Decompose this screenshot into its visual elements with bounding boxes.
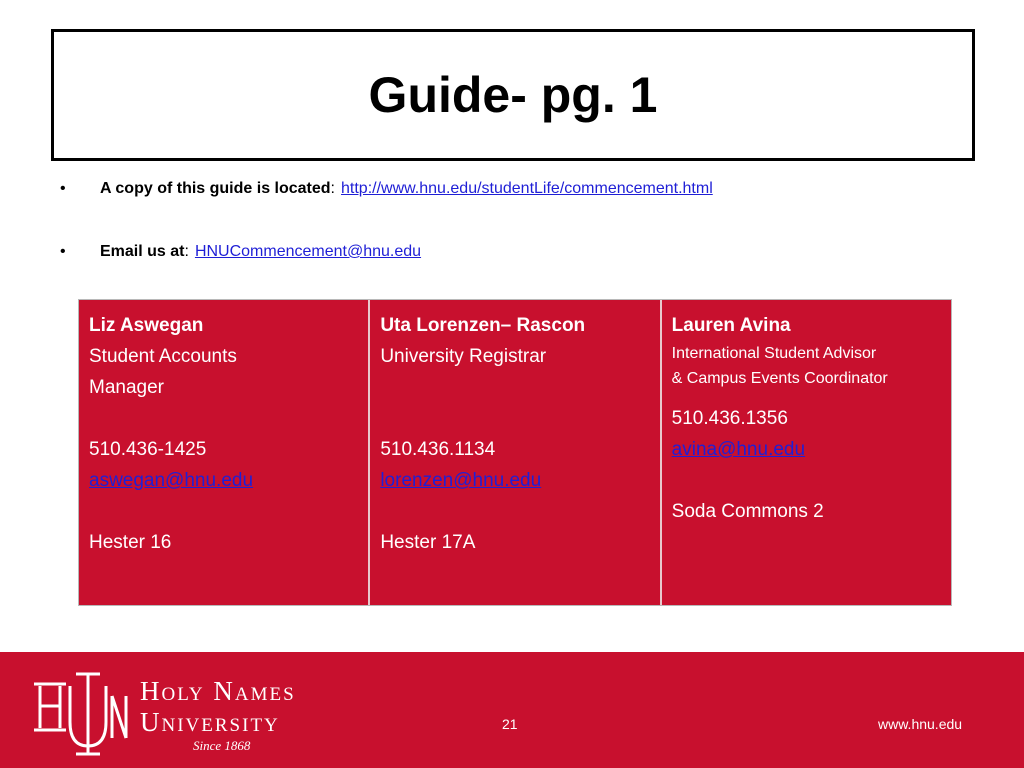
- spacer: [672, 391, 941, 403]
- spacer: [380, 496, 649, 527]
- contact-card: [368, 300, 659, 605]
- contact-name: Lauren Avina: [671, 315, 791, 336]
- spacer: [89, 496, 358, 527]
- university-name: [140, 676, 296, 738]
- university-name-line2: University: [140, 707, 280, 737]
- contact-card: [79, 300, 368, 605]
- page-title: Guide- pg. 1: [368, 67, 658, 123]
- contact-location: Hester 17A: [380, 532, 476, 553]
- bullet-email: [60, 243, 421, 261]
- bullet-separator: :: [184, 243, 189, 260]
- page-number: 21: [502, 716, 518, 732]
- footer-bar: [0, 652, 1024, 768]
- email-link[interactable]: HNUCommencement@hnu.edu: [194, 243, 422, 260]
- spacer: [89, 403, 358, 434]
- spacer: [380, 372, 649, 434]
- title-box: [51, 29, 975, 161]
- contacts-table: [78, 299, 952, 606]
- since-text: Since 1868: [193, 738, 251, 753]
- contact-title: University Registrar: [380, 346, 547, 367]
- bullet-icon: •: [60, 243, 66, 260]
- contact-phone: 510.436.1134: [380, 439, 496, 460]
- contact-name: Liz Aswegan: [89, 315, 204, 336]
- contact-name: Uta Lorenzen– Rascon: [380, 315, 586, 336]
- bullet-separator: :: [330, 180, 335, 197]
- contact-card: [660, 300, 951, 605]
- contact-title-cont: Manager: [89, 377, 164, 398]
- contact-location: Soda Commons 2: [671, 501, 824, 522]
- website-link[interactable]: www.hnu.edu: [878, 716, 963, 732]
- contact-email-link[interactable]: avina@hnu.edu: [671, 439, 806, 460]
- contact-title: Student Accounts: [89, 346, 237, 367]
- university-name-line1: Holy Names: [140, 676, 296, 706]
- guide-link[interactable]: http://www.hnu.edu/studentLife/commencement.html: [341, 180, 713, 197]
- spacer: [672, 465, 941, 496]
- contact-phone: 510.436.1356: [671, 408, 788, 429]
- contact-phone: 510.436-1425: [89, 439, 207, 460]
- contact-title: International Student Advisor: [671, 345, 877, 362]
- bullet-label: Email us at: [100, 243, 185, 260]
- contact-email-link[interactable]: lorenzen@hnu.edu: [380, 470, 542, 491]
- bullet-label: A copy of this guide is located: [100, 180, 331, 197]
- contact-email-link[interactable]: aswegan@hnu.edu: [89, 470, 254, 491]
- university-logo: [30, 666, 134, 762]
- contact-location: Hester 16: [89, 532, 172, 553]
- contact-title-cont: & Campus Events Coordinator: [671, 370, 888, 387]
- bullet-icon: •: [60, 180, 66, 197]
- bullet-guide-location: [60, 180, 713, 198]
